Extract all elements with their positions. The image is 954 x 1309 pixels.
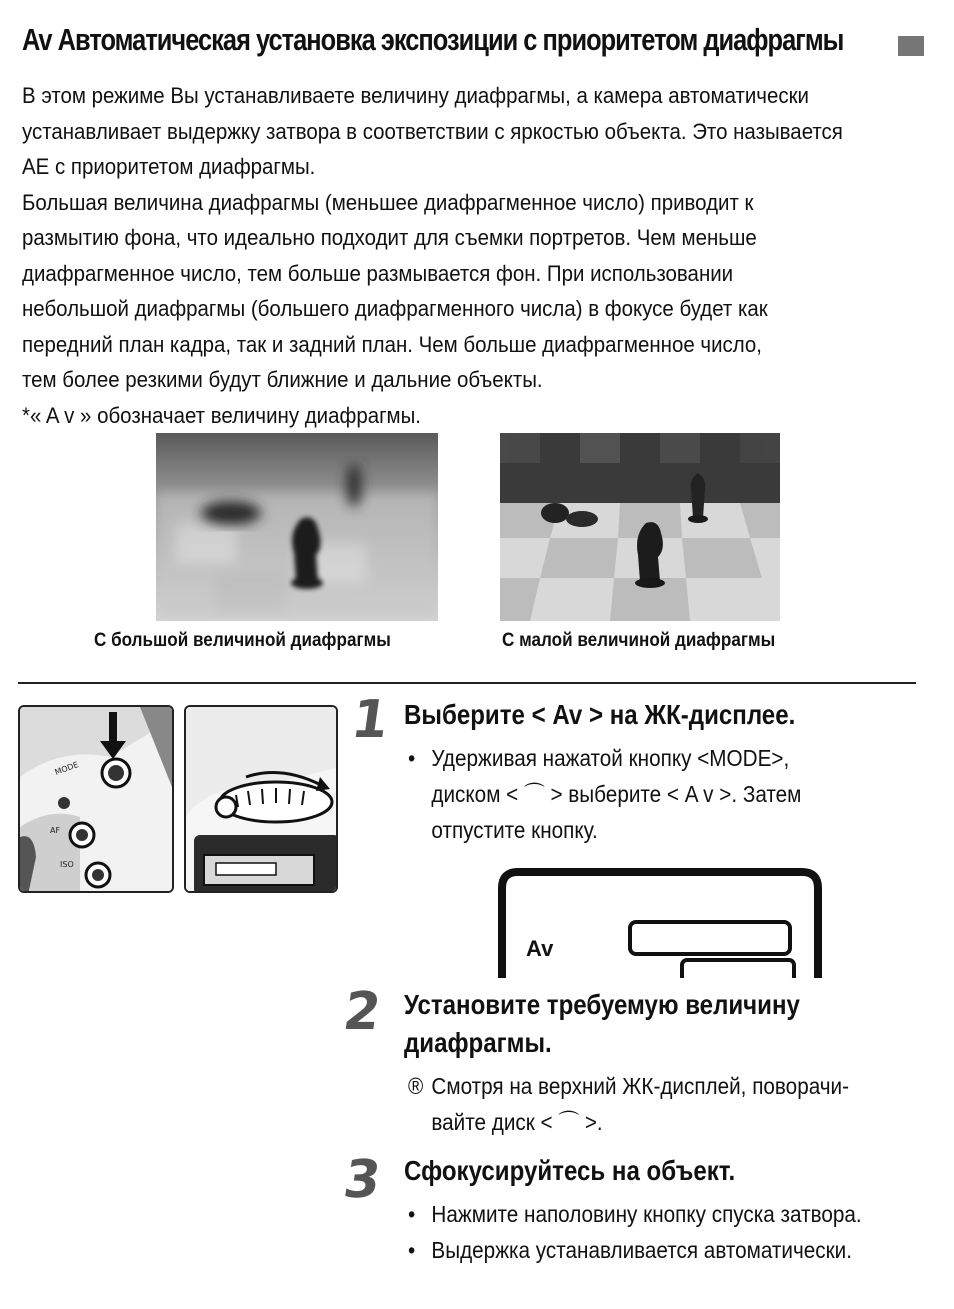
step-1-body <box>408 740 801 848</box>
step-2-title <box>404 986 800 1062</box>
lcd-mode-label: Av <box>526 936 554 961</box>
caption-large-aperture: С большой величиной диафрагмы <box>94 630 391 651</box>
page-title: Av Автоматическая установка экспозиции с приоритетом диафрагмы <box>22 22 844 57</box>
intro-line: размытию фона, что идеально подходит для съемки портретов. Чем меньше <box>22 225 757 250</box>
camera-dial-illustration <box>184 705 338 893</box>
step-3-title: Сфокусируйтесь на объект. <box>404 1155 736 1186</box>
step-2-title-line: диафрагмы. <box>404 1027 552 1058</box>
photo-small-aperture <box>500 433 780 621</box>
title-row <box>22 22 932 66</box>
camera-mode-button-illustration <box>18 705 174 893</box>
step-number-2: 2 <box>339 982 385 1042</box>
lcd-panel-illustration <box>498 868 822 978</box>
mode-label: MODE <box>53 760 80 777</box>
intro-line: передний план кадра, так и задний план. Чем больше диафрагменное число, <box>22 331 762 357</box>
step-3-line: Нажмите наполовину кнопку спуска затвора. <box>431 1201 862 1227</box>
step-2-title-line: Установите требуемую величину <box>404 989 800 1020</box>
intro-line: диафрагменное число, тем больше размывается фон. При использовании <box>22 260 734 286</box>
section-divider <box>18 682 916 684</box>
intro-line: устанавливает выдержку затвора в соответствии с яркостью объекта. Это называется <box>22 118 843 144</box>
step-1-title: Выберите < Av > на ЖК-дисплее. <box>404 699 796 730</box>
intro-line: AE с приоритетом диафрагмы. <box>22 154 316 179</box>
step-1-line: отпустите кнопку. <box>431 817 598 843</box>
step-2-line: Смотря на верхний ЖК-дисплей, поворачи- <box>431 1073 849 1099</box>
intro-text <box>22 78 922 433</box>
step-number-3: 3 <box>339 1150 385 1210</box>
step-1-line: диском < ⌒ > выберите < A v >. Затем <box>431 781 802 807</box>
step-2-line: вайте диск < ⌒ >. <box>431 1109 603 1135</box>
bullet: • <box>408 745 416 771</box>
bullet: • <box>408 1237 416 1263</box>
intro-line: Большая величина диафрагмы (меньшее диафрагменное число) приводит к <box>22 189 754 215</box>
intro-line: *« A v » обозначает величину диафрагмы. <box>22 402 421 428</box>
section-marker <box>898 36 924 56</box>
step-number-1: 1 <box>347 690 393 750</box>
intro-line: небольшой диафрагмы (большего диафрагменного числа) в фокусе будет как <box>22 296 768 321</box>
step-3-line: Выдержка устанавливается автоматически. <box>431 1237 852 1263</box>
intro-line: тем более резкими будут ближние и дальние объекты. <box>22 367 543 392</box>
intro-line: В этом режиме Вы устанавливаете величину диафрагмы, а камера автоматически <box>22 83 809 108</box>
step-1-line: Удерживая нажатой кнопку <MODE>, <box>431 745 790 771</box>
bullet: • <box>408 1201 416 1227</box>
step-3-body <box>408 1196 862 1268</box>
bullet: ® <box>408 1073 424 1099</box>
iso-label: ISO <box>60 860 74 869</box>
caption-small-aperture: С малой величиной диафрагмы <box>502 630 776 651</box>
step-2-body <box>408 1068 849 1140</box>
af-label: AF <box>50 826 61 835</box>
photo-large-aperture <box>156 433 438 621</box>
